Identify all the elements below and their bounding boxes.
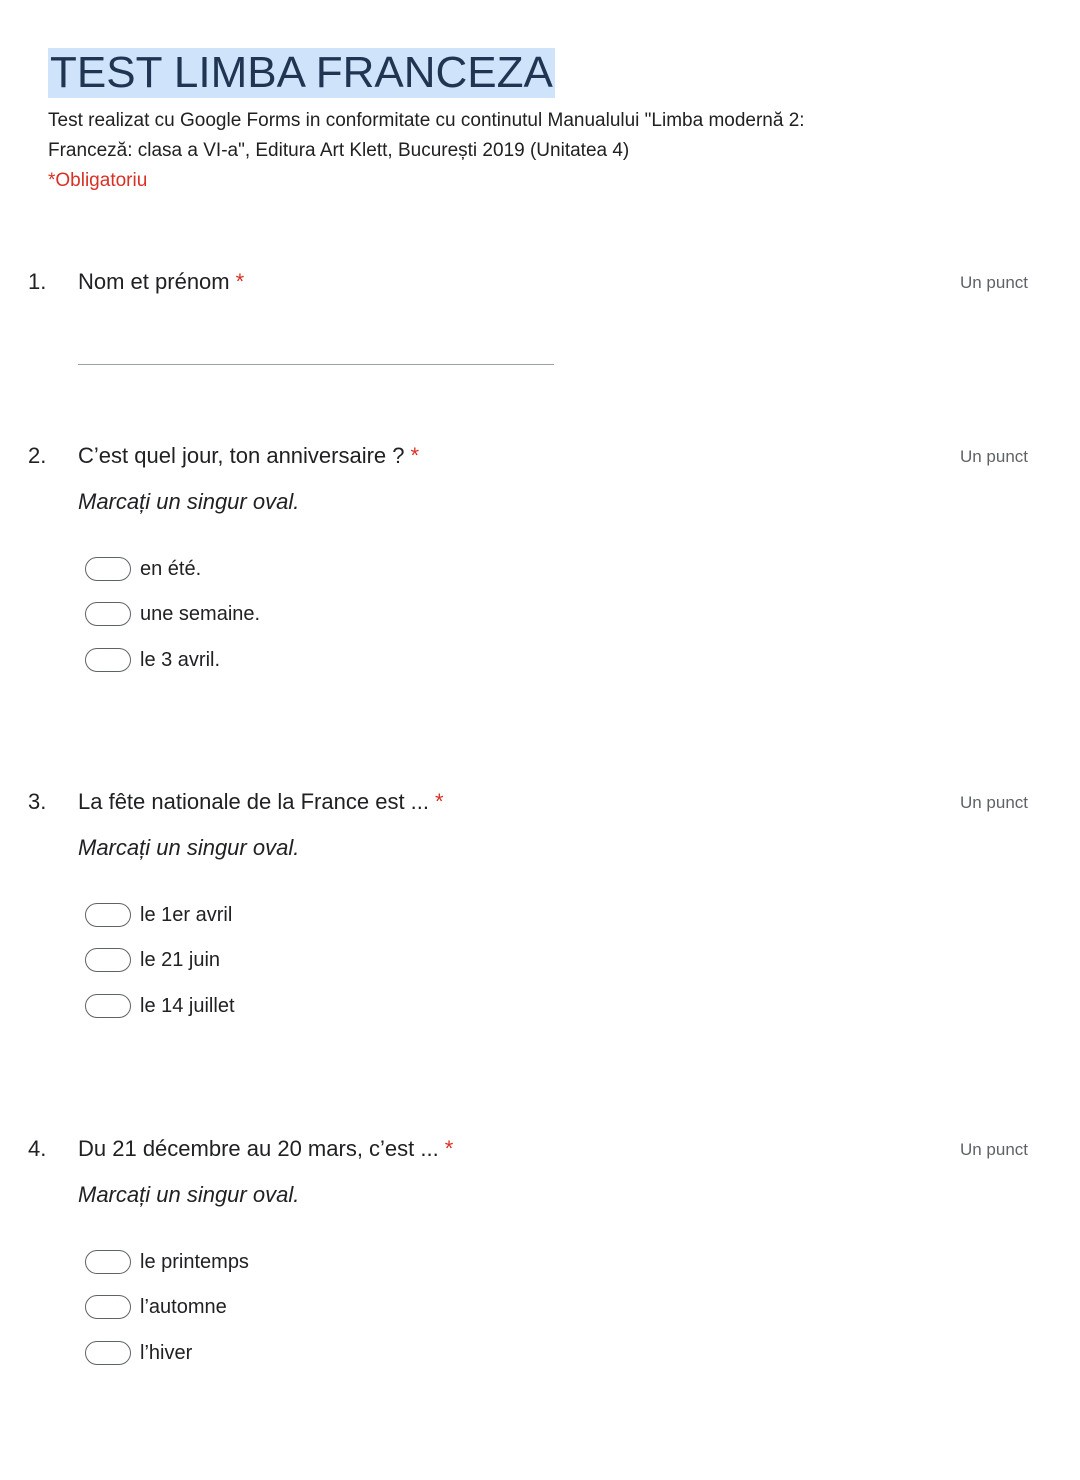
- options-list: [85, 546, 260, 683]
- form-description-line: Franceză: clasa a VI-a", Editura Art Klett, București 2019 (Unitatea 4): [48, 140, 630, 161]
- question-points: Un punct: [959, 447, 1028, 466]
- question-text: La fête nationale de la France est ... *: [78, 789, 444, 814]
- question-3: [28, 786, 1028, 1017]
- option-l-hiver[interactable]: [85, 1330, 249, 1376]
- radio-oval[interactable]: [85, 602, 131, 626]
- question-instruction: Marcați un singur oval.: [78, 1182, 300, 1207]
- option-1er-avril[interactable]: [85, 892, 235, 938]
- question-number: 1.: [28, 269, 47, 294]
- question-number: 4.: [28, 1136, 47, 1161]
- option-en-ete[interactable]: [85, 546, 260, 592]
- required-asterisk: *: [235, 269, 245, 294]
- required-note: *Obligatoriu: [48, 170, 148, 191]
- form-title: TEST LIMBA FRANCEZA: [50, 48, 553, 97]
- option-label: le 3 avril.: [140, 648, 221, 671]
- required-asterisk: *: [410, 443, 420, 468]
- options-list: [85, 1239, 249, 1376]
- option-le-printemps[interactable]: [85, 1239, 249, 1285]
- option-14-juillet[interactable]: [85, 983, 235, 1029]
- radio-oval[interactable]: [85, 903, 131, 927]
- question-text: Du 21 décembre au 20 mars, c’est ... *: [78, 1136, 454, 1161]
- name-answer-field[interactable]: [78, 364, 554, 365]
- option-label: l’hiver: [140, 1341, 193, 1364]
- question-number: 3.: [28, 789, 47, 814]
- form-description: [48, 106, 1008, 166]
- question-text: C’est quel jour, ton anniversaire ? *: [78, 443, 420, 468]
- option-l-automne[interactable]: [85, 1285, 249, 1331]
- radio-oval[interactable]: [85, 1341, 131, 1365]
- question-4: [28, 1133, 1028, 1364]
- radio-oval[interactable]: [85, 948, 131, 972]
- form-description-line: Test realizat cu Google Forms in conformitate cu continutul Manualului "Limba modernă 2:: [48, 110, 805, 131]
- option-le-3-avril[interactable]: [85, 637, 260, 683]
- form-header: [48, 48, 1008, 196]
- option-21-juin[interactable]: [85, 938, 235, 984]
- question-instruction: Marcați un singur oval.: [78, 489, 300, 514]
- option-label: en été.: [140, 557, 202, 580]
- option-label: le 14 juillet: [140, 994, 235, 1017]
- options-list: [85, 892, 235, 1029]
- question-points: Un punct: [959, 1140, 1028, 1159]
- question-number: 2.: [28, 443, 47, 468]
- question-1: [28, 266, 1028, 298]
- option-une-semaine[interactable]: [85, 592, 260, 638]
- option-label: l’automne: [140, 1296, 227, 1319]
- radio-oval[interactable]: [85, 557, 131, 581]
- radio-oval[interactable]: [85, 1250, 131, 1274]
- question-text: Nom et prénom *: [78, 269, 245, 294]
- question-instruction: Marcați un singur oval.: [78, 835, 300, 860]
- radio-oval[interactable]: [85, 1295, 131, 1319]
- required-asterisk: *: [444, 1136, 454, 1161]
- option-label: le printemps: [140, 1250, 249, 1273]
- radio-oval[interactable]: [85, 648, 131, 672]
- option-label: le 21 juin: [140, 949, 221, 972]
- question-points: Un punct: [959, 273, 1028, 292]
- question-2: [28, 440, 1028, 671]
- option-label: une semaine.: [140, 603, 261, 626]
- question-points: Un punct: [959, 793, 1028, 812]
- option-label: le 1er avril: [140, 903, 233, 926]
- radio-oval[interactable]: [85, 994, 131, 1018]
- required-asterisk: *: [435, 789, 444, 814]
